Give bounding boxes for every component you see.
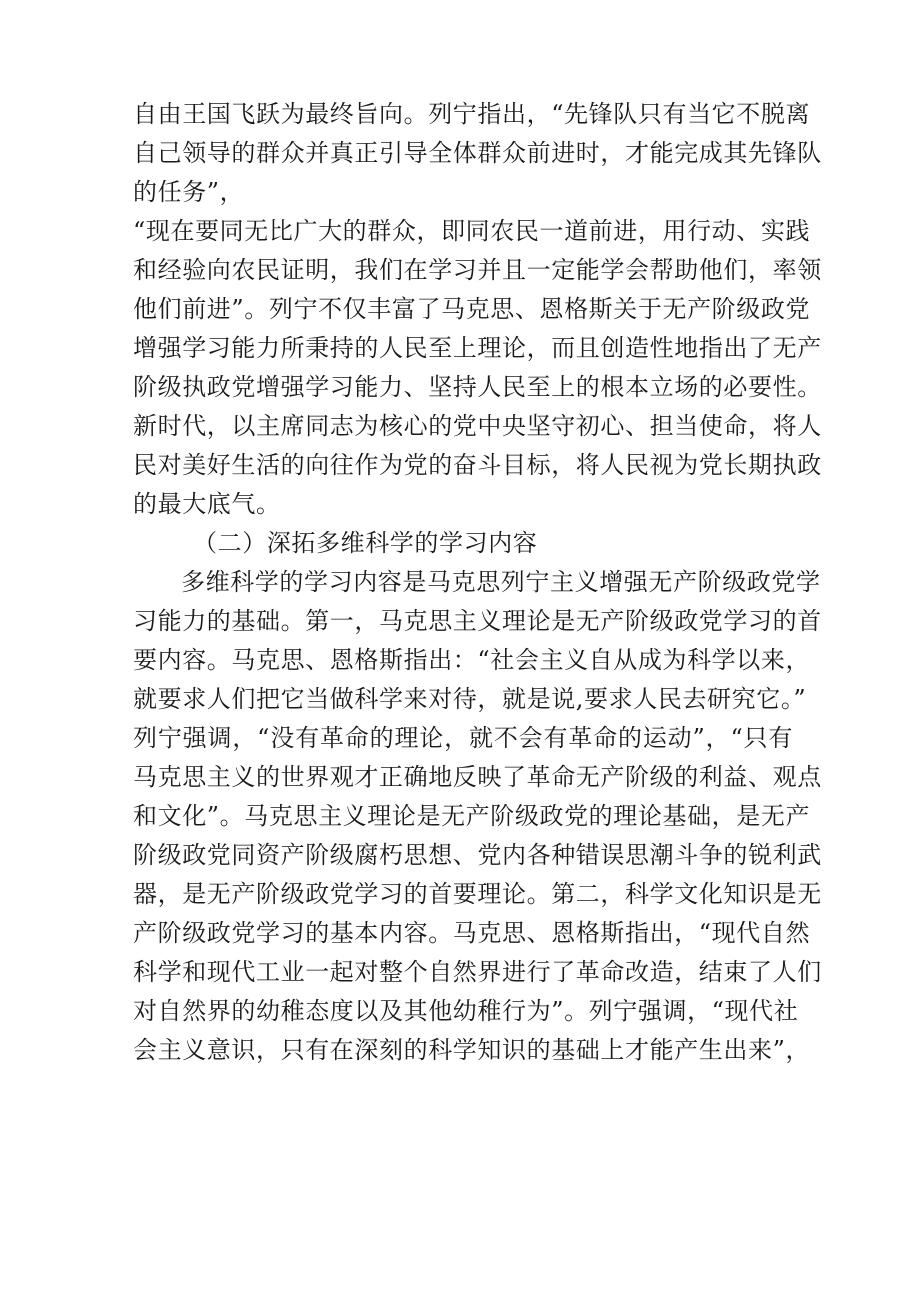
text-line: 就要求人们把它当做科学来对待，就是说,要求人民去研究它。”: [133, 685, 807, 713]
text-line: 他们前进”。列宁不仅丰富了马克思、恩格斯关于无产阶级政党: [133, 295, 811, 323]
section-heading: （二）深拓多维科学的学习内容: [193, 529, 538, 557]
text-line: 增强学习能力所秉持的人民至上理论，而且创造性地指出了无产: [133, 334, 822, 362]
text-line: 要内容。马克思、恩格斯指出：“社会主义自从成为科学以来，: [133, 646, 811, 674]
text-line: 和经验向农民证明，我们在学习并且一定能学会帮助他们，率领: [133, 256, 822, 284]
text-line: 习能力的基础。第一，马克思主义理论是无产阶级政党学习的首: [133, 607, 822, 635]
text-line: 产阶级政党学习的基本内容。马克思、恩格斯指出，“现代自然: [133, 919, 811, 947]
text-line: 自由王国飞跃为最终旨向。列宁指出，“先锋队只有当它不脱离: [133, 100, 811, 128]
text-line: 的任务”，: [133, 178, 245, 206]
text-line: 新时代，以主席同志为核心的党中央坚守初心、担当使命，将人: [133, 412, 822, 440]
text-line: 多维科学的学习内容是马克思列宁主义增强无产阶级政党学: [181, 568, 821, 596]
text-line: 列宁强调，“没有革命的理论，就不会有革命的运动”，“只有: [133, 724, 793, 752]
text-line: “现在要同无比广大的群众，即同农民一道前进，用行动、实践: [133, 217, 811, 245]
text-line: 民对美好生活的向往作为党的奋斗目标，将人民视为党长期执政: [133, 451, 822, 479]
document-body: [133, 95, 822, 1070]
text-line: 的最大底气。: [133, 490, 281, 518]
text-line: 科学和现代工业一起对整个自然界进行了革命改造，结束了人们: [133, 958, 822, 986]
text-line: 对自然界的幼稚态度以及其他幼稚行为”。列宁强调，“现代社: [133, 997, 799, 1025]
text-line: 会主义意识，只有在深刻的科学知识的基础上才能产生出来”，: [133, 1036, 811, 1064]
text-line: 马克思主义的世界观才正确地反映了革命无产阶级的利益、观点: [133, 763, 822, 791]
text-line: 器，是无产阶级政党学习的首要理论。第二，科学文化知识是无: [133, 880, 822, 908]
text-line: 阶级执政党增强学习能力、坚持人民至上的根本立场的必要性。: [133, 373, 822, 401]
text-line: 阶级政党同资产阶级腐朽思想、党内各种错误思潮斗争的锐利武: [133, 841, 822, 869]
text-line: 和文化”。马克思主义理论是无产阶级政党的理论基础，是无产: [133, 802, 811, 830]
text-line: 自己领导的群众并真正引导全体群众前进时，才能完成其先锋队: [133, 139, 822, 167]
